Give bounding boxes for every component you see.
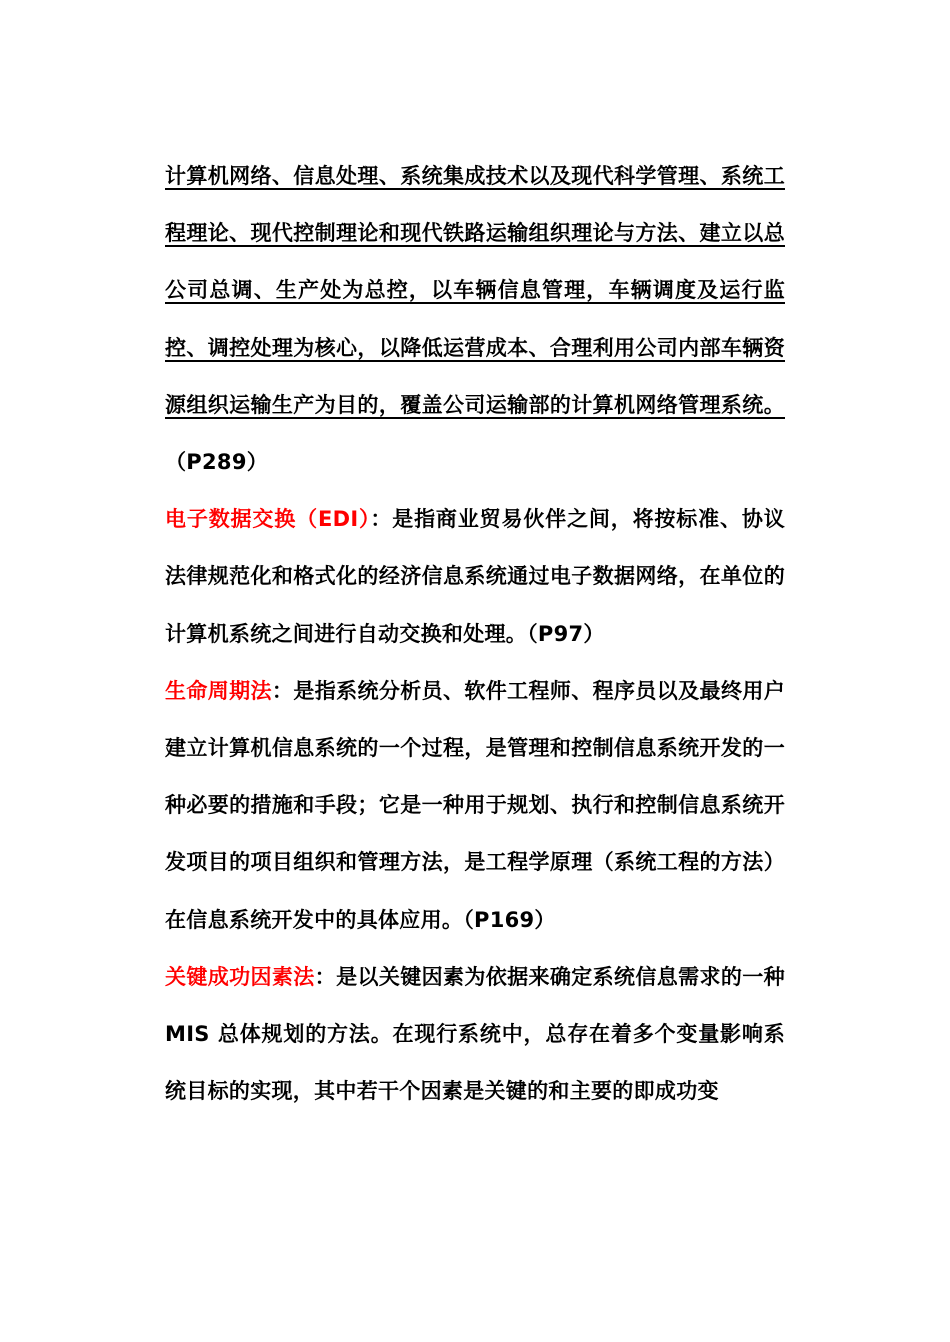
term-colon: ： xyxy=(271,678,294,703)
paragraph-csf xyxy=(165,949,785,1121)
term-colon: ： xyxy=(370,507,393,532)
definition-text: 是以关键因素为依据来确定系统信息需求的一种 MIS 总体规划的方法。在现行系统中，总存在着多个变量影响系统目标的实现，其中若干个因素是关键的和主要的即成功变 xyxy=(165,964,785,1104)
term-heading: 关键成功因素法 xyxy=(165,964,315,989)
underlined-definition-text: 计算机网络、信息处理、系统集成技术以及现代科学管理、系统工程理论、现代控制理论和现代铁路运输组织理论与方法、建立以总公司总调、生产处为总控，以车辆信息管理，车辆调度及运行监控、调控处理为核心，以降低运营成本、合理利用公司内部车辆资源组织运输生产为目的，覆盖公司运输部的计算机网络管理系统。 xyxy=(165,164,785,417)
paragraph-edi xyxy=(165,491,785,663)
paragraph-life-cycle xyxy=(165,663,785,949)
definition-text: 是指系统分析员、软件工程师、程序员以及最终用户建立计算机信息系统的一个过程，是管理和控制信息系统开发的一种必要的措施和手段；它是一种用于规划、执行和控制信息系统开发项目的项目组织和管理方法，是工程学原理（系统工程的方法）在信息系统开发中的具体应用。 xyxy=(165,678,786,932)
page-reference: （P97） xyxy=(527,621,605,646)
term-colon: ： xyxy=(314,964,337,989)
page-reference: （P169） xyxy=(463,907,556,932)
paragraph-mis-railway xyxy=(165,148,785,491)
document-body xyxy=(165,148,785,1120)
page-reference: （P289） xyxy=(165,450,269,475)
term-heading: 生命周期法 xyxy=(165,678,272,703)
definition-text: 是指商业贸易伙伴之间，将按标准、协议法律规范化和格式化的经济信息系统通过电子数据网络，在单位的计算机系统之间进行自动交换和处理。 xyxy=(165,507,785,646)
term-heading: 电子数据交换（EDI） xyxy=(165,507,371,532)
